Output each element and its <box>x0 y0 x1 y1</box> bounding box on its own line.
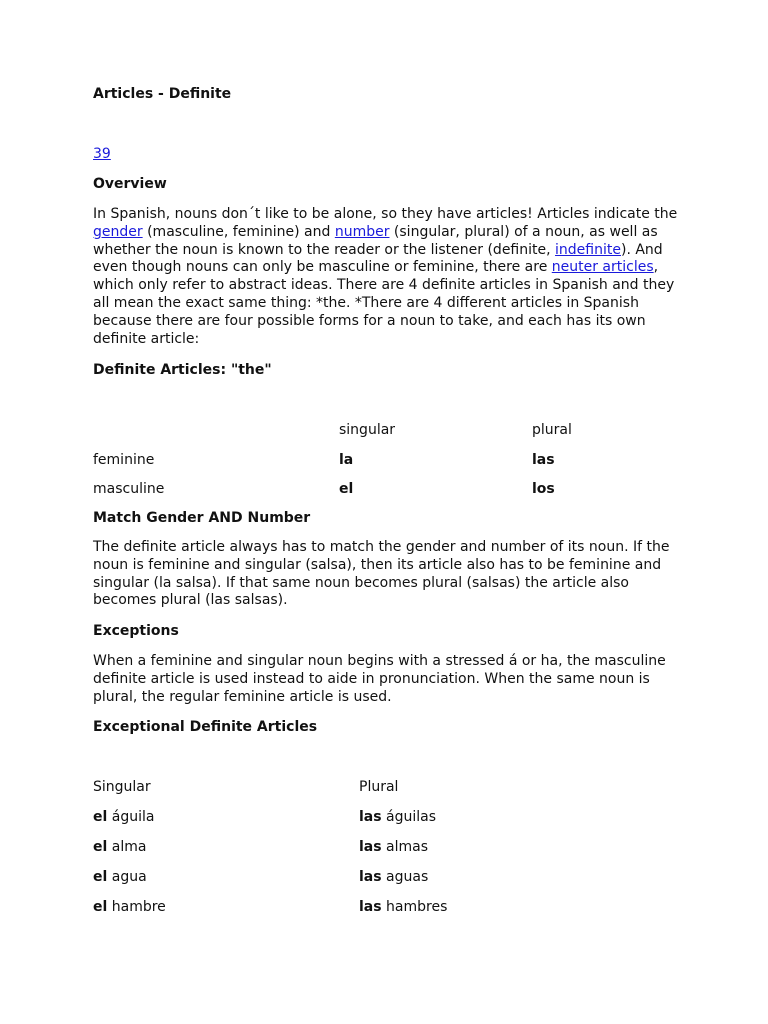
plural-noun: almas <box>381 839 429 855</box>
table-row <box>359 839 428 855</box>
table-cell-feminine-plural: las <box>532 452 555 468</box>
exceptions-paragraph: When a feminine and singular noun begins with a stressed á or ha, the masculine definite article is used instead to aide in pronunciation. When the same noun is plural, the regular feminine article is used. <box>93 653 666 705</box>
plural-noun: aguas <box>381 869 429 885</box>
singular-article: el <box>93 839 108 855</box>
table-row-label-feminine: feminine <box>93 452 155 468</box>
table-header-singular: singular <box>339 422 396 438</box>
indefinite-link[interactable]: indefinite <box>555 241 621 258</box>
singular-noun: águila <box>107 809 155 825</box>
page-title: Articles - Definite <box>93 86 232 102</box>
exceptions-heading: Exceptions <box>93 623 179 639</box>
number-link[interactable]: number <box>334 223 390 240</box>
exceptional-articles-heading: Exceptional Definite Articles <box>93 719 318 735</box>
overview-heading: Overview <box>93 176 167 192</box>
table-row <box>93 869 147 885</box>
neuter-articles-link[interactable]: neuter articles <box>551 259 654 276</box>
table-header-plural: plural <box>532 422 572 438</box>
singular-noun: agua <box>107 869 147 885</box>
plural-noun: hambres <box>381 899 448 915</box>
overview-text-1: In Spanish, nouns don´t like to be alone, so they have articles! Articles indicate the <box>93 206 678 222</box>
singular-article: el <box>93 869 108 885</box>
table-row <box>93 899 166 915</box>
overview-paragraph <box>93 206 688 348</box>
plural-article: las <box>359 869 382 885</box>
singular-article: el <box>93 809 108 825</box>
overview-text-4: ). And even though nouns can only be masculine or feminine, there are <box>93 241 663 276</box>
page-number-link[interactable]: 39 <box>93 146 111 162</box>
singular-article: el <box>93 899 108 915</box>
overview-text-2: (masculine, feminine) and <box>142 223 335 240</box>
plural-article: las <box>359 839 382 855</box>
plural-article: las <box>359 899 382 915</box>
definite-articles-heading: Definite Articles: "the" <box>93 362 272 378</box>
table-row-label-masculine: masculine <box>93 481 165 497</box>
overview-text-5: , which only refer to abstract ideas. There are 4 definite articles in Spanish and they all mean the exact same thing: *the. *There are 4 different articles in Spanish because there are four possible forms for a noun to take, and each has its own definite article: <box>93 259 675 347</box>
gender-link[interactable]: gender <box>93 223 143 240</box>
table-row <box>359 869 428 885</box>
table-header-plural: Plural <box>359 779 399 795</box>
singular-noun: hambre <box>107 899 166 915</box>
table-cell-feminine-singular: la <box>339 452 354 468</box>
singular-noun: alma <box>107 839 147 855</box>
table-row <box>93 809 154 825</box>
match-paragraph: The definite article always has to match the gender and number of its noun. If the noun is feminine and singular (salsa), then its article also has to be feminine and singular (la salsa). If that same noun becomes plural (salsas) the article also becomes plural (las salsas). <box>93 539 670 609</box>
table-row <box>93 839 146 855</box>
plural-article: las <box>359 809 382 825</box>
table-row <box>359 809 436 825</box>
table-header-singular: Singular <box>93 779 151 795</box>
plural-noun: águilas <box>381 809 437 825</box>
table-row <box>359 899 447 915</box>
table-cell-masculine-plural: los <box>532 481 555 497</box>
match-heading: Match Gender AND Number <box>93 510 311 526</box>
table-cell-masculine-singular: el <box>339 481 354 497</box>
overview-text-3: (singular, plural) of a noun, as well as whether the noun is known to the reader or the listener (definite, <box>93 223 658 258</box>
